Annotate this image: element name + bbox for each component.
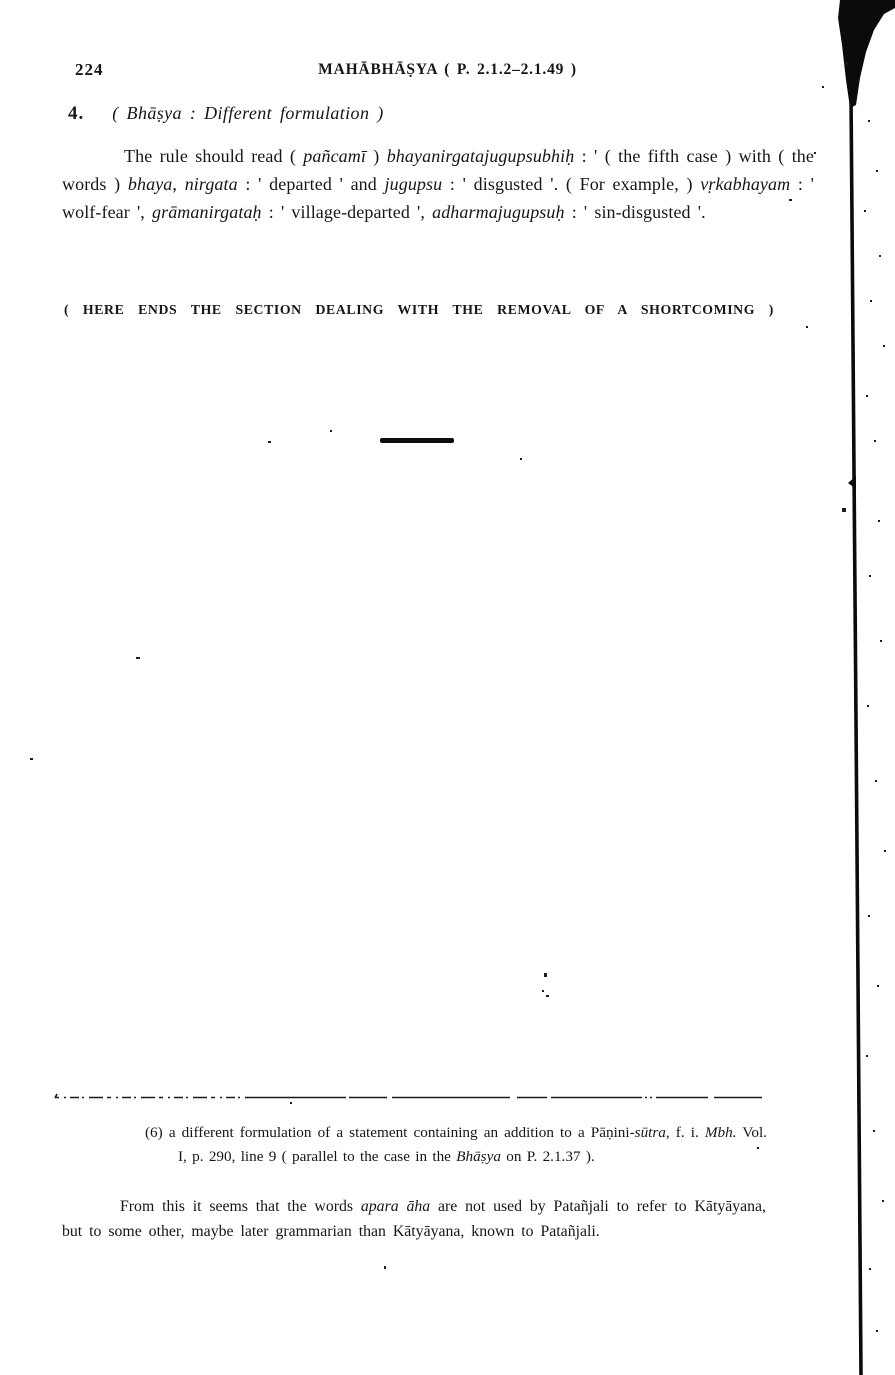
bhasya-paragraph: The rule should read ( pañcamī ) bhayanirgatajugupsubhiḥ : ' ( the fifth case ) with ( the words ) bhaya, nirgata : ' departed ' and jugupsu : ' disgusted '. ( For example, ) vṛkabhayam : ' wolf-fear ', grāmanirgataḥ : ' village-departed ', adharmajugupsuḥ : ' sin-disgusted '. [62,146,814,222]
page-number: 224 [75,60,104,79]
footnote-separator-rule [0,1092,895,1104]
section-end-note [64,302,774,318]
footnote-6: (6) a different formulation of a statement containing an addition to a Pāṇini-sūtra, f. i. Mbh. Vol. I, p. 290, line 9 ( parallel to the case in the Bhāṣya on P. 2.1.37 ). [145,1124,767,1165]
closing-paragraph: From this it seems that the words apara āha are not used by Patañjali to refer to Kātyāyana, but to some other, maybe later grammarian than Kātyāyana, known to Patañjali. [62,1198,767,1240]
running-title: MAHĀBHĀṢYA ( P. 2.1.2–2.1.49 ) [318,61,577,78]
section-heading [68,103,384,125]
page-edge-kink [848,476,856,489]
page-edge-line [851,95,861,1375]
section-number: 4. [68,103,85,124]
running-head [0,60,895,84]
binding-shadow-blob [838,0,895,108]
section-end-text: ( HERE ENDS THE SECTION DEALING WITH THE REMOVAL OF A SHORTCOMING ) [64,302,774,317]
section-title: ( Bhāṣya : Different formulation ) [112,103,384,123]
section-divider-rule [380,438,454,443]
